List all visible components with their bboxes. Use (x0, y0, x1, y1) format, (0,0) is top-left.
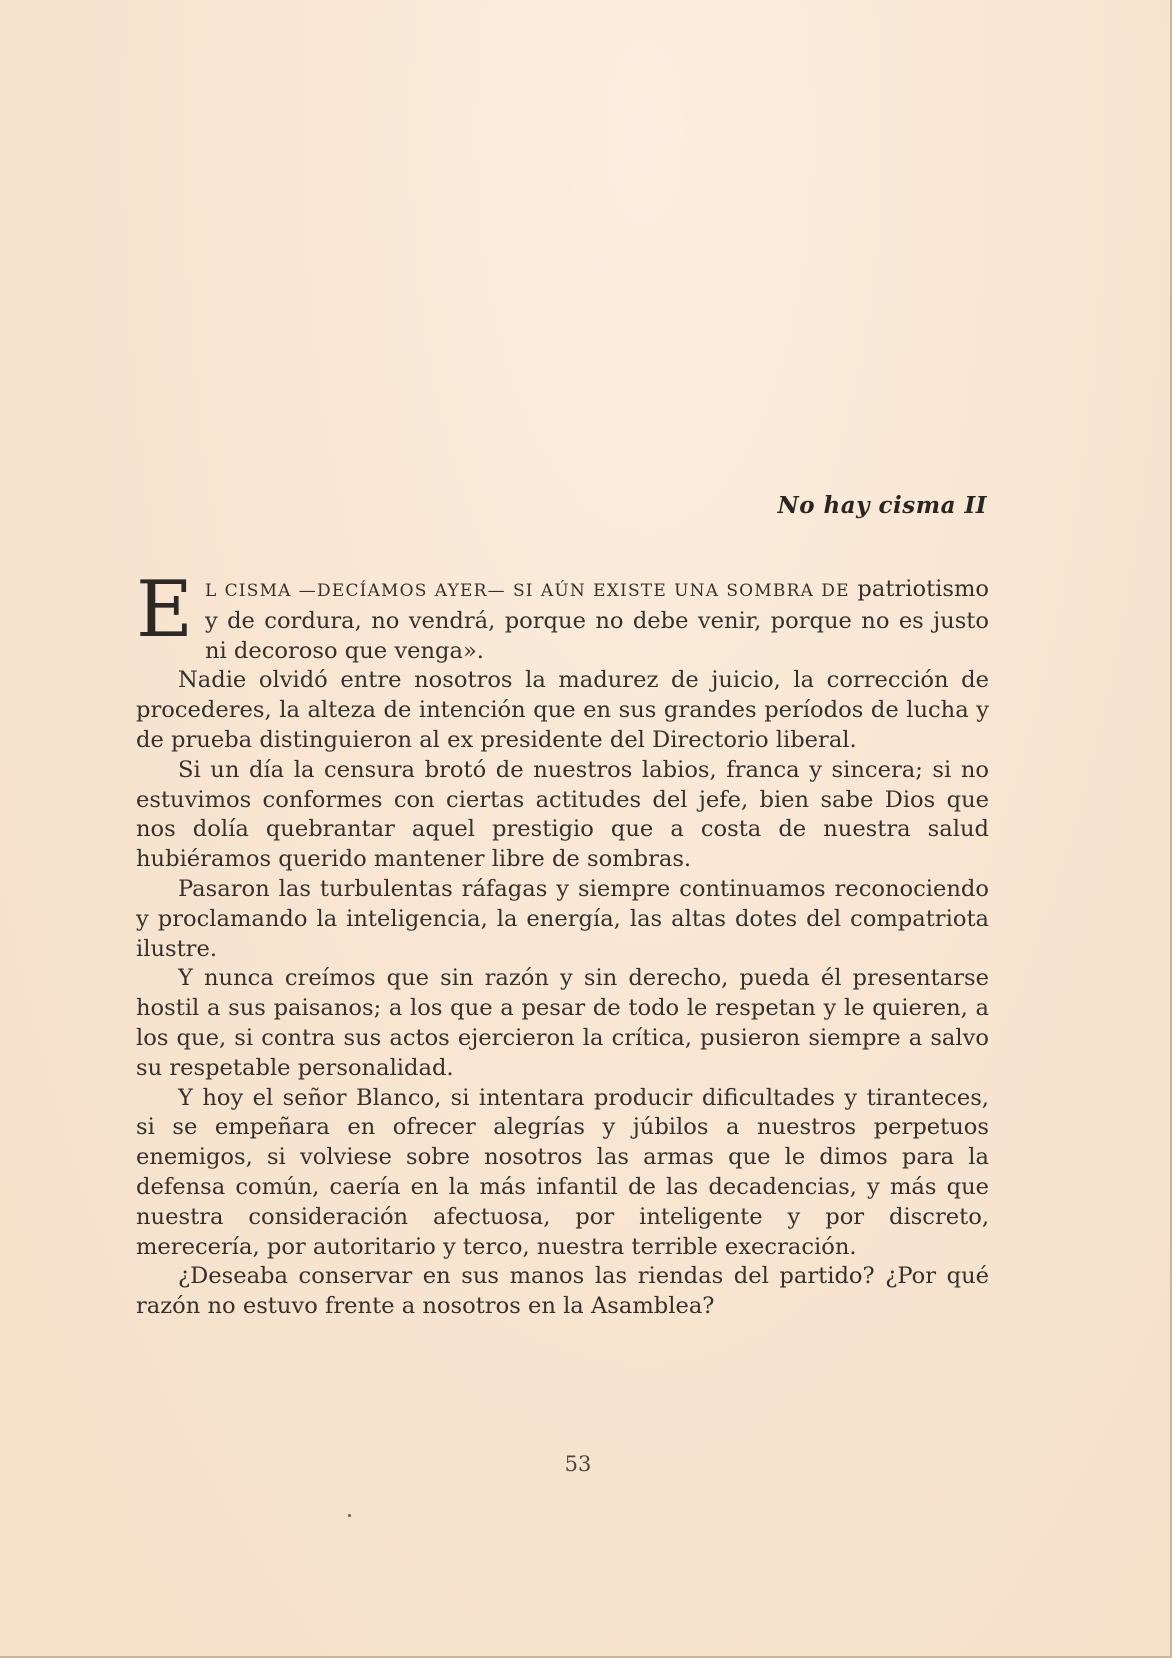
paragraph: Pasaron las turbulentas ráfagas y siempre continuamos reconociendo y proclamando la inteligencia, la energía, las altas dotes del compatriota ilustre. (136, 875, 989, 962)
paragraph: Y nunca creímos que sin razón y sin derecho, pueda él presentarse hostil a sus paisanos; a los que a pesar de todo le respetan y le quieren, a los que, si contra sus actos ejercieron la crítica, pusieron siempre a salvo su respetable personalidad. (136, 965, 989, 1081)
page-number: 53 (564, 1452, 592, 1476)
paper-speck (348, 1514, 351, 1517)
paragraph: Y hoy el señor Blanco, si intentara producir dificultades y tiranteces, si se empeñara en ofrecer alegrías y júbilos a nuestros perpetuos enemigos, si volviese sobre nosotros las armas que le dimos para la defensa común, caería en la más infantil de las decadencias, y más que nuestra consideración afectuosa, por inteligente y por discreto, merecería, por autoritario y terco, nuestra terrible execración. (136, 1084, 989, 1260)
drop-cap: E (136, 565, 193, 655)
paragraph: Si un día la censura brotó de nuestros labios, franca y sincera; si no estuvimos conformes con ciertas actitudes del jefe, bien sabe Dios que nos dolía quebrantar aquel prestigio que a costa de nuestra salud hubiéramos querido mantener libre de sombras. (136, 756, 989, 873)
paragraph: ¿Deseaba conservar en sus manos las riendas del partido? ¿Por qué razón no estuvo frente a nosotros en la Asamblea? (136, 1263, 989, 1320)
opening-text: patriotismo y de cordura, no vendrá, porque no debe venir, porque no es justo ni decoroso que venga». (204, 576, 989, 664)
chapter-title: No hay cisma II (777, 492, 987, 519)
opening-smallcaps: L CISMA —DECÍAMOS AYER— SI AÚN EXISTE UNA SOMBRA DE (204, 581, 850, 601)
body-text (136, 565, 989, 1322)
opening-paragraph (136, 565, 989, 666)
paragraph: Nadie olvidó entre nosotros la madurez de juicio, la corrección de procederes, la alteza de intención que en sus grandes períodos de lucha y de prueba distinguieron al ex presidente del Directorio liberal. (136, 667, 989, 753)
